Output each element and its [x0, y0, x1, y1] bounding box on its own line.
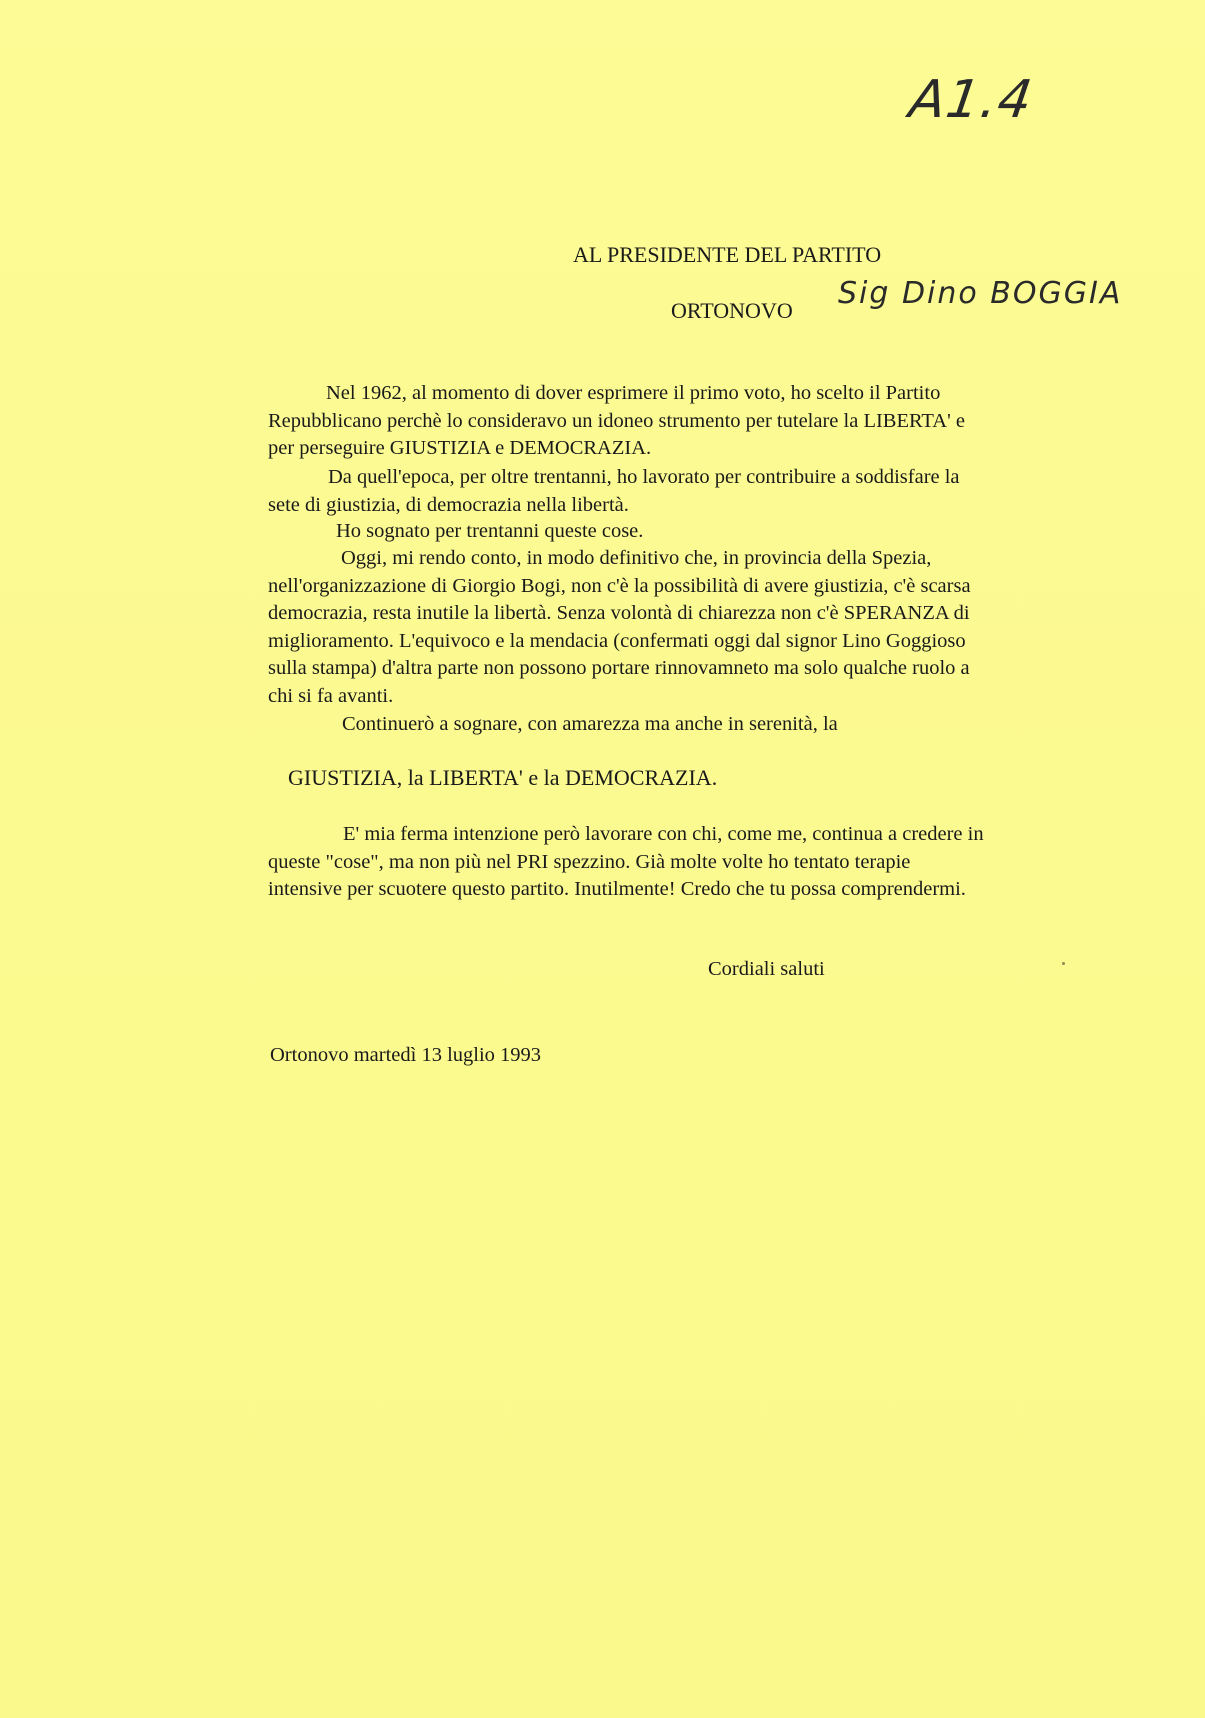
archive-code-annotation: A1.4 [905, 70, 1037, 130]
paper-speck [1062, 962, 1065, 965]
paragraph-4: Oggi, mi rendo conto, in modo definitivo che, in provincia della Spezia, nell'organizzazione di Giorgio Bogi, non c'è la possibilità di avere giustizia, c'è scarsa democrazia, resta inutile la libertà. Senza volontà di chiarezza non c'è SPERANZA di miglioramento. L'equivoco e la mendacia (confermati oggi dal signor Lino Goggioso sulla stampa) d'altra parte non possono portare rinnovamneto ma solo qualche ruolo a chi si fa avanti. [268, 547, 971, 707]
emphasis-line: GIUSTIZIA, la LIBERTA' e la DEMOCRAZIA. [288, 765, 718, 790]
paragraph-6: E' mia ferma intenzione però lavorare con chi, come me, continua a credere in queste "cose", ma non più nel PRI spezzino. Già molte volte ho tentato terapie intensive per scuotere questo partito. Inutilmente! Credo che tu possa comprendermi. [268, 823, 984, 900]
recipient-title: AL PRESIDENTE DEL PARTITO [573, 242, 882, 267]
paragraph-1: Nel 1962, al momento di dover esprimere il primo voto, ho scelto il Partito Repubblicano perchè lo consideravo un idoneo strumento per tutelare la LIBERTA' e per perseguire GIUSTIZIA e DEMOCRAZIA. [268, 382, 966, 459]
closing-salutation: Cordiali saluti [708, 958, 825, 980]
paragraph-3: Ho sognato per trentanni queste cose. [336, 520, 644, 542]
recipient-place: ORTONOVO [671, 298, 793, 323]
paragraph-2: Da quell'epoca, per oltre trentanni, ho lavorato per contribuire a soddisfare la sete di giustizia, di democrazia nella libertà. [268, 466, 960, 516]
recipient-name-handwritten: Sig Dino BOGGIA [838, 276, 1123, 311]
paragraph-5: Continuerò a sognare, con amarezza ma anche in serenità, la [342, 713, 838, 735]
date-line: Ortonovo martedì 13 luglio 1993 [270, 1044, 542, 1066]
